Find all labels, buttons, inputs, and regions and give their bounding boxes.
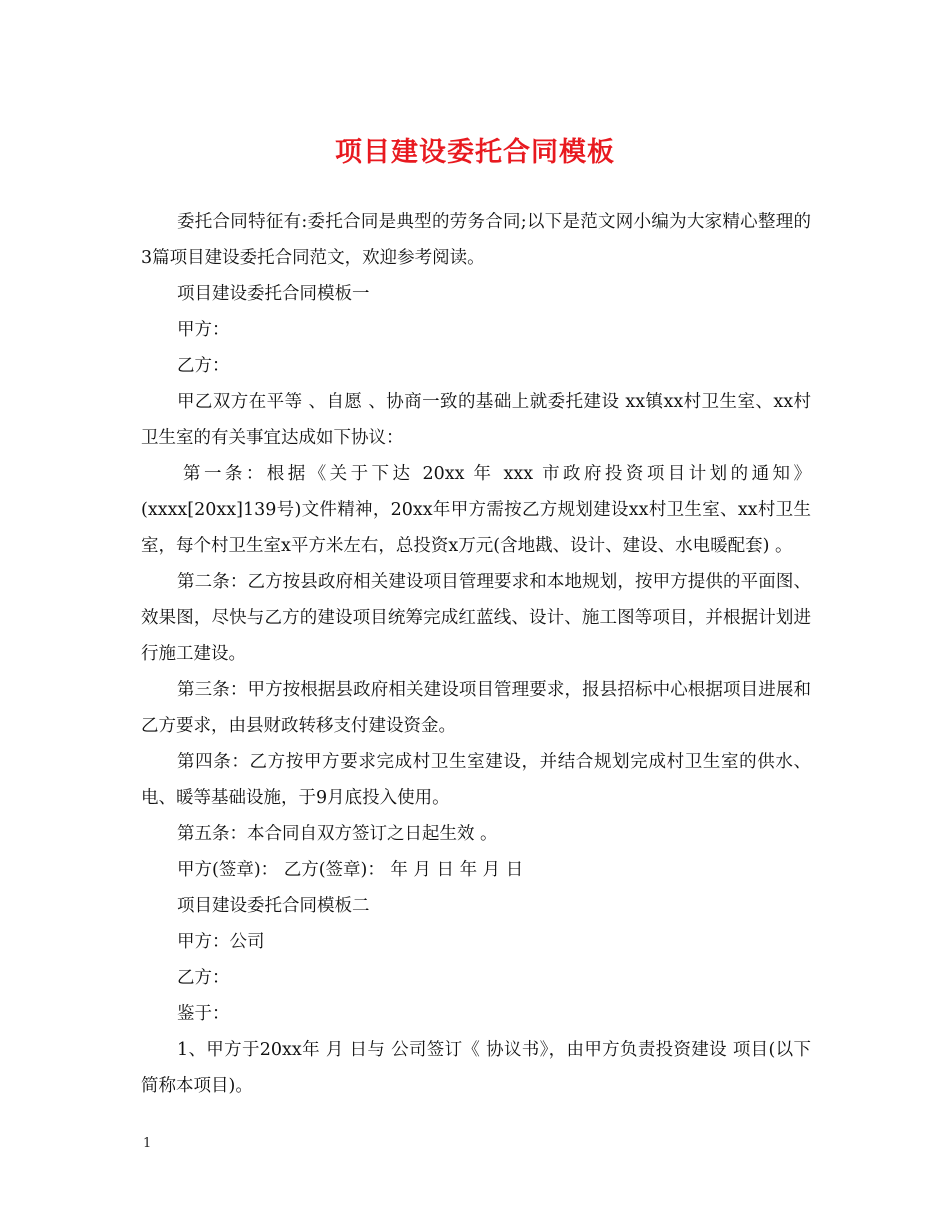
page-number: 1: [143, 1136, 152, 1151]
party-b-line-two: 乙方：: [177, 968, 230, 988]
article-two: 第二条：乙方按县政府相关建设项目管理要求和本地规划，按甲方提供的平面图、效果图，尽快与乙方的建设项目统筹完成红蓝线、设计、施工图等项目，并根据计划进行施工建设。: [141, 572, 811, 664]
party-a-company-line: 甲方：公司: [177, 932, 265, 952]
section-heading-template-one: 项目建设委托合同模板一: [177, 284, 370, 304]
article-five: 第五条：本合同自双方签订之日起生效 。: [177, 824, 498, 844]
document-body: [141, 204, 811, 1104]
signature-line: 甲方(签章)： 乙方(签章)： 年 月 日 年 月 日: [177, 860, 524, 880]
section-heading-template-two: 项目建设委托合同模板二: [177, 896, 370, 916]
party-b-line: 乙方：: [177, 356, 230, 376]
article-three: 第三条：甲方按根据县政府相关建设项目管理要求，报县招标中心根据项目进展和乙方要求，由县财政转移支付建设资金。: [141, 680, 811, 736]
article-four: 第四条：乙方按甲方要求完成村卫生室建设，并结合规划完成村卫生室的供水、电、暖等基础设施，于9月底投入使用。: [141, 752, 811, 808]
agreement-preamble: 甲乙双方在平等 、自愿 、协商一致的基础上就委托建设 xx镇xx村卫生室、xx村卫生室的有关事宜达成如下协议：: [141, 392, 811, 448]
article-one: 第一条：根据《关于下达 20xx 年 xxx 市政府投资项目计划的通知》(xxxx[20xx]139号)文件精神，20xx年甲方需按乙方规划建设xx村卫生室、xx村卫生室，每个村卫生室x平方米左右，总投资x万元(含地戡、设计、建设、水电暖配套) 。: [141, 464, 811, 556]
party-a-line: 甲方：: [177, 320, 230, 340]
clause-one: 1、甲方于20xx年 月 日与 公司签订《 协议书》，由甲方负责投资建设 项目(以下简称本项目)。: [141, 1040, 811, 1096]
whereas-line: 鉴于：: [177, 1004, 230, 1024]
document-title: 项目建设委托合同模板: [335, 137, 615, 168]
intro-paragraph: 委托合同特征有:委托合同是典型的劳务合同;以下是范文网小编为大家精心整理的3篇项目建设委托合同范文，欢迎参考阅读。: [141, 212, 811, 268]
